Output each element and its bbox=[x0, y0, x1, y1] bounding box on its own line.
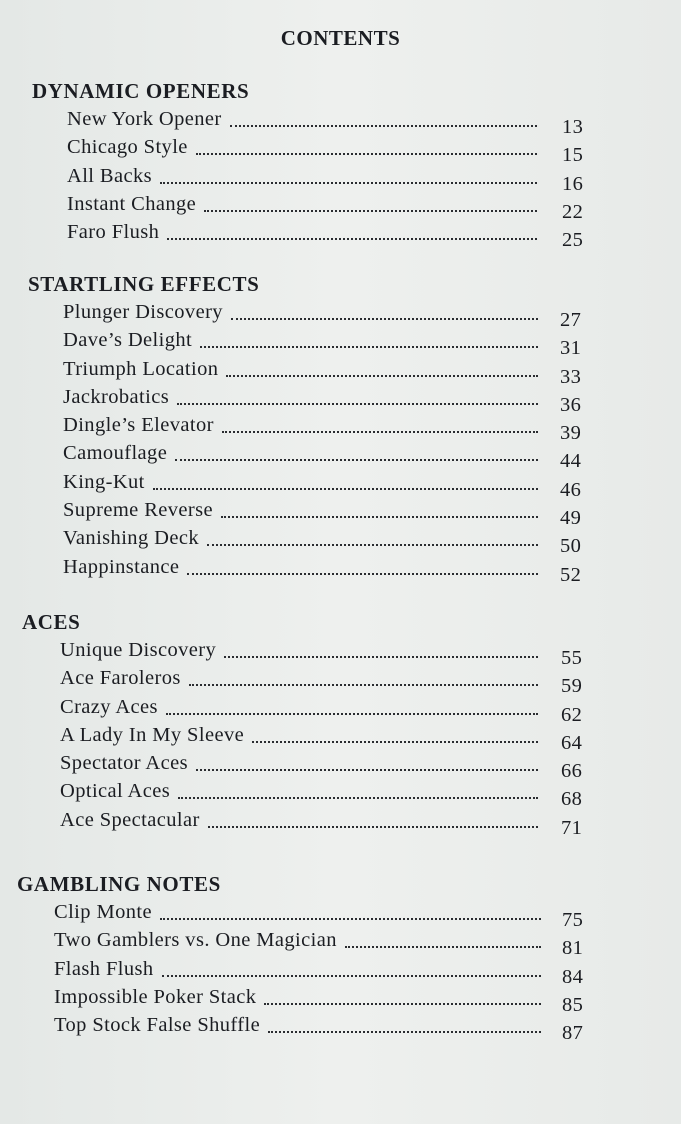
section-heading: GAMBLING NOTES bbox=[17, 872, 221, 896]
dot-leader bbox=[222, 431, 538, 433]
toc-entry[interactable] bbox=[22, 779, 601, 811]
entry-page-number: 84 bbox=[562, 965, 584, 988]
toc-entry[interactable] bbox=[32, 164, 602, 195]
dot-leader bbox=[207, 544, 538, 546]
toc-entry[interactable] bbox=[28, 413, 600, 445]
toc-section bbox=[28, 270, 600, 586]
entry-page-number: 75 bbox=[562, 909, 584, 931]
toc-section bbox=[17, 870, 602, 1045]
entry-title: Top Stock False Shuffle bbox=[54, 1014, 261, 1037]
entry-page-number: 25 bbox=[562, 229, 584, 252]
toc-entry[interactable] bbox=[32, 220, 602, 252]
toc-entry[interactable] bbox=[22, 638, 601, 669]
section-heading: ACES bbox=[22, 610, 81, 634]
toc-entry[interactable] bbox=[28, 498, 600, 530]
dot-leader bbox=[160, 182, 537, 184]
entry-title: Plunger Discovery bbox=[63, 301, 223, 323]
entry-title: Crazy Aces bbox=[60, 695, 158, 718]
dot-leader bbox=[175, 459, 538, 461]
dot-leader bbox=[200, 346, 538, 348]
entry-page-number: 33 bbox=[560, 365, 582, 388]
dot-leader bbox=[162, 975, 541, 977]
dot-leader bbox=[167, 238, 537, 240]
entry-page-number: 39 bbox=[560, 422, 582, 445]
dot-leader bbox=[252, 741, 538, 743]
entry-title: Instant Change bbox=[67, 192, 197, 215]
toc-entry[interactable] bbox=[28, 328, 600, 360]
entry-page-number: 81 bbox=[562, 937, 584, 960]
toc-entry[interactable] bbox=[28, 526, 600, 558]
page-title: CONTENTS bbox=[280, 26, 401, 50]
entry-page-number: 46 bbox=[560, 478, 582, 501]
entry-title: Jackrobatics bbox=[63, 385, 170, 408]
toc-entry[interactable] bbox=[32, 135, 602, 167]
dot-leader bbox=[160, 918, 541, 920]
toc-entry[interactable] bbox=[22, 723, 601, 754]
toc-entry[interactable] bbox=[22, 666, 601, 698]
dot-leader bbox=[189, 684, 538, 686]
entry-title: Spectator Aces bbox=[60, 752, 188, 775]
dot-leader bbox=[166, 713, 538, 715]
dot-leader bbox=[208, 826, 538, 828]
entry-page-number: 27 bbox=[560, 309, 582, 331]
entry-page-number: 52 bbox=[560, 563, 582, 586]
toc-entry[interactable] bbox=[28, 555, 600, 586]
dot-leader bbox=[178, 797, 538, 799]
entry-page-number: 59 bbox=[561, 675, 583, 698]
dot-leader bbox=[345, 946, 541, 948]
entry-title: Optical Aces bbox=[60, 780, 171, 803]
entry-page-number: 64 bbox=[561, 731, 583, 754]
toc-entry[interactable] bbox=[28, 357, 600, 388]
dot-leader bbox=[231, 318, 538, 320]
entry-page-number: 36 bbox=[560, 393, 582, 416]
entry-page-number: 13 bbox=[562, 116, 584, 138]
entry-title: Supreme Reverse bbox=[63, 499, 214, 522]
toc-entry[interactable] bbox=[32, 107, 602, 138]
toc-entry[interactable] bbox=[32, 192, 602, 223]
toc-entry[interactable] bbox=[17, 957, 602, 988]
toc-entry[interactable] bbox=[17, 1013, 602, 1045]
dot-leader bbox=[264, 1003, 541, 1005]
toc-entry[interactable] bbox=[28, 300, 600, 331]
dot-leader bbox=[196, 153, 537, 155]
entry-title: New York Opener bbox=[67, 108, 222, 130]
entry-page-number: 68 bbox=[561, 788, 583, 811]
entry-title: Clip Monte bbox=[54, 901, 152, 923]
dot-leader bbox=[196, 769, 538, 771]
entry-title: King-Kut bbox=[63, 470, 145, 493]
entry-page-number: 44 bbox=[560, 450, 582, 473]
dot-leader bbox=[230, 125, 537, 127]
toc-section bbox=[22, 608, 601, 839]
entry-page-number: 50 bbox=[560, 535, 582, 558]
dot-leader bbox=[187, 573, 538, 575]
entry-title: Impossible Poker Stack bbox=[54, 985, 257, 1008]
toc-entry[interactable] bbox=[28, 470, 600, 501]
entry-title: Chicago Style bbox=[67, 136, 188, 159]
entry-page-number: 66 bbox=[561, 760, 583, 783]
entry-title: Vanishing Deck bbox=[63, 527, 199, 550]
toc-section bbox=[32, 77, 602, 252]
entry-page-number: 85 bbox=[562, 993, 584, 1016]
entry-page-number: 22 bbox=[562, 200, 584, 223]
entry-title: A Lady In My Sleeve bbox=[60, 723, 245, 746]
entry-title: Ace Spectacular bbox=[60, 808, 200, 831]
entry-title: Triumph Location bbox=[63, 357, 219, 380]
entry-page-number: 62 bbox=[561, 703, 583, 726]
dot-leader bbox=[221, 516, 538, 518]
dot-leader bbox=[204, 210, 537, 212]
entry-title: All Backs bbox=[67, 164, 153, 187]
entry-title: Two Gamblers vs. One Magician bbox=[54, 929, 337, 952]
entry-title: Dingle’s Elevator bbox=[63, 414, 214, 437]
toc-entry[interactable] bbox=[17, 985, 602, 1016]
entry-title: Flash Flush bbox=[54, 957, 154, 980]
entry-title: Faro Flush bbox=[67, 221, 160, 244]
entry-page-number: 31 bbox=[560, 337, 582, 360]
toc-entry[interactable] bbox=[22, 751, 601, 783]
entry-page-number: 87 bbox=[562, 1022, 584, 1045]
dot-leader bbox=[177, 403, 538, 405]
entry-page-number: 55 bbox=[561, 647, 583, 669]
section-heading: STARTLING EFFECTS bbox=[28, 272, 260, 296]
entry-title: Camouflage bbox=[63, 442, 168, 465]
entry-title: Happinstance bbox=[63, 555, 180, 578]
section-heading: DYNAMIC OPENERS bbox=[32, 79, 250, 103]
toc-entry[interactable] bbox=[28, 441, 600, 473]
entry-title: Dave’s Delight bbox=[63, 329, 193, 352]
entry-page-number: 16 bbox=[562, 172, 584, 195]
entry-page-number: 71 bbox=[561, 816, 583, 839]
toc-entry[interactable] bbox=[28, 385, 600, 416]
entry-page-number: 15 bbox=[562, 144, 584, 167]
dot-leader bbox=[224, 656, 538, 658]
dot-leader bbox=[153, 488, 538, 490]
toc-entry[interactable] bbox=[17, 928, 602, 960]
toc-entry[interactable] bbox=[17, 900, 602, 931]
dot-leader bbox=[268, 1031, 541, 1033]
entry-title: Ace Faroleros bbox=[60, 667, 181, 690]
toc-entry[interactable] bbox=[22, 808, 601, 839]
dot-leader bbox=[226, 375, 538, 377]
entry-page-number: 49 bbox=[560, 507, 582, 530]
entry-title: Unique Discovery bbox=[60, 639, 217, 661]
toc-entry[interactable] bbox=[22, 695, 601, 726]
